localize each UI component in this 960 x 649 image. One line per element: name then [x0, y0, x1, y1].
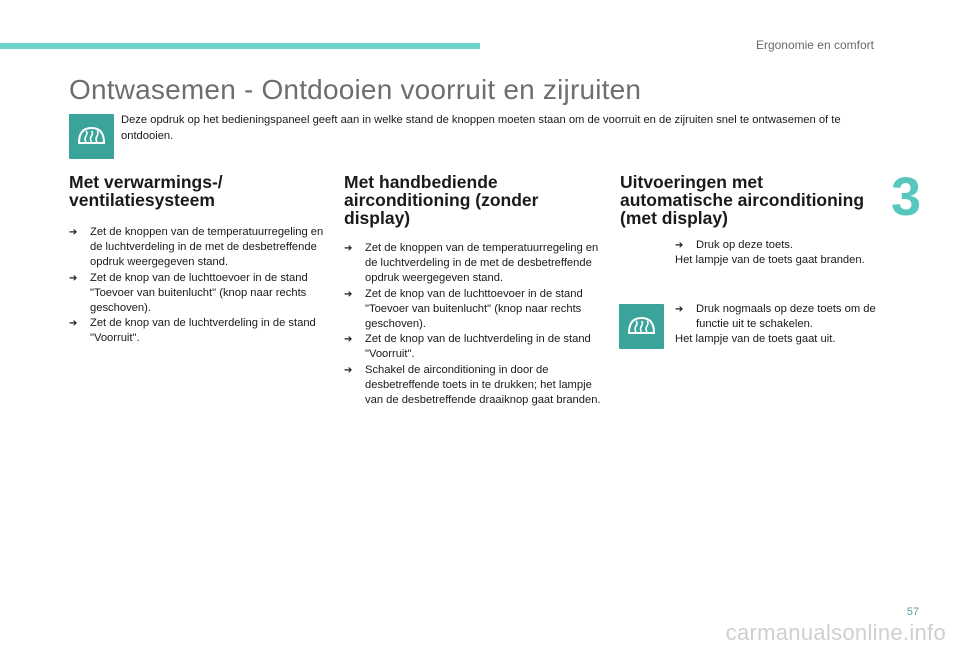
- column-title: Uitvoeringen met automatische airconditioning (met display): [620, 172, 865, 228]
- page-title: Ontwasemen - Ontdooien voorruit en zijruiten: [69, 74, 642, 105]
- step-result: Het lampje van de toets gaat branden.: [675, 254, 865, 267]
- page-number: 57: [906, 606, 919, 618]
- list-item: ➔ Zet de knop van de luchttoevoer in de stand "Toevoer van buitenlucht" (knop naar rechts geschoven).: [344, 287, 583, 331]
- watermark: carmanualsonline.info: [725, 620, 946, 645]
- arrow-bullet-icon: ➔: [344, 334, 353, 346]
- arrow-bullet-icon: ➔: [344, 288, 353, 300]
- step-press-button: [675, 238, 875, 268]
- step-result: Het lampje van de toets gaat uit.: [675, 333, 836, 346]
- list-item: ➔ Zet de knop van de luchtverdeling in de stand "Voorruit".: [344, 333, 591, 361]
- arrow-bullet-icon: ➔: [69, 318, 78, 330]
- arrow-bullet-icon: ➔: [675, 304, 684, 315]
- list-item: ➔ Druk nogmaals op deze toets om de functie uit te schakelen.: [675, 303, 876, 331]
- step-press-again: [675, 302, 880, 348]
- arrow-bullet-icon: ➔: [69, 227, 78, 238]
- list-item: ➔ Schakel de airconditioning in door de desbetreffende toets in te drukken; het lampje van de desbetreffende draaiknop gaat branden.: [344, 363, 601, 407]
- steps-list: [344, 241, 602, 408]
- windshield-defrost-icon: [619, 304, 664, 349]
- header-accent-bar: [0, 43, 480, 49]
- intro-text: Deze opdruk op het bedieningspaneel geeft aan in welke stand de knoppen moeten staan om de voorruit en de zijruiten snel te ontwasemen of te ontdooien.: [121, 114, 841, 142]
- column-title: Met verwarmings-/ ventilatiesysteem: [69, 172, 223, 210]
- section-title: Ergonomie en comfort: [755, 38, 874, 52]
- list-item: ➔ Zet de knoppen van de temperatuurregeling en de luchtverdeling in de met de desbetreffende opdruk weergegeven stand.: [69, 226, 324, 269]
- list-item: ➔ Zet de knop van de luchtverdeling in de stand "Voorruit".: [69, 317, 316, 345]
- arrow-bullet-icon: ➔: [69, 272, 78, 284]
- arrow-bullet-icon: ➔: [344, 364, 353, 376]
- chapter-number: 3: [891, 167, 922, 227]
- column-title: Met handbediende airconditioning (zonder display): [344, 172, 539, 228]
- column-automatic-ac: [620, 173, 885, 227]
- list-item: ➔ Druk op deze toets.: [675, 238, 875, 253]
- arrow-bullet-icon: ➔: [344, 243, 353, 254]
- column-manual-ac: [344, 173, 602, 408]
- steps-list: [675, 302, 880, 332]
- steps-list: [69, 225, 324, 347]
- list-item: ➔ Zet de knoppen van de temperatuurregeling en de luchtverdeling in de met de desbetreffende opdruk weergegeven stand.: [344, 242, 599, 285]
- column-heating-ventilation: [69, 173, 324, 347]
- windshield-defrost-icon: [69, 114, 114, 159]
- list-item: ➔ Zet de knop van de luchttoevoer in de stand "Toevoer van buitenlucht" (knop naar rechts geschoven).: [69, 271, 308, 315]
- arrow-bullet-icon: ➔: [675, 240, 684, 251]
- steps-list: [675, 238, 875, 253]
